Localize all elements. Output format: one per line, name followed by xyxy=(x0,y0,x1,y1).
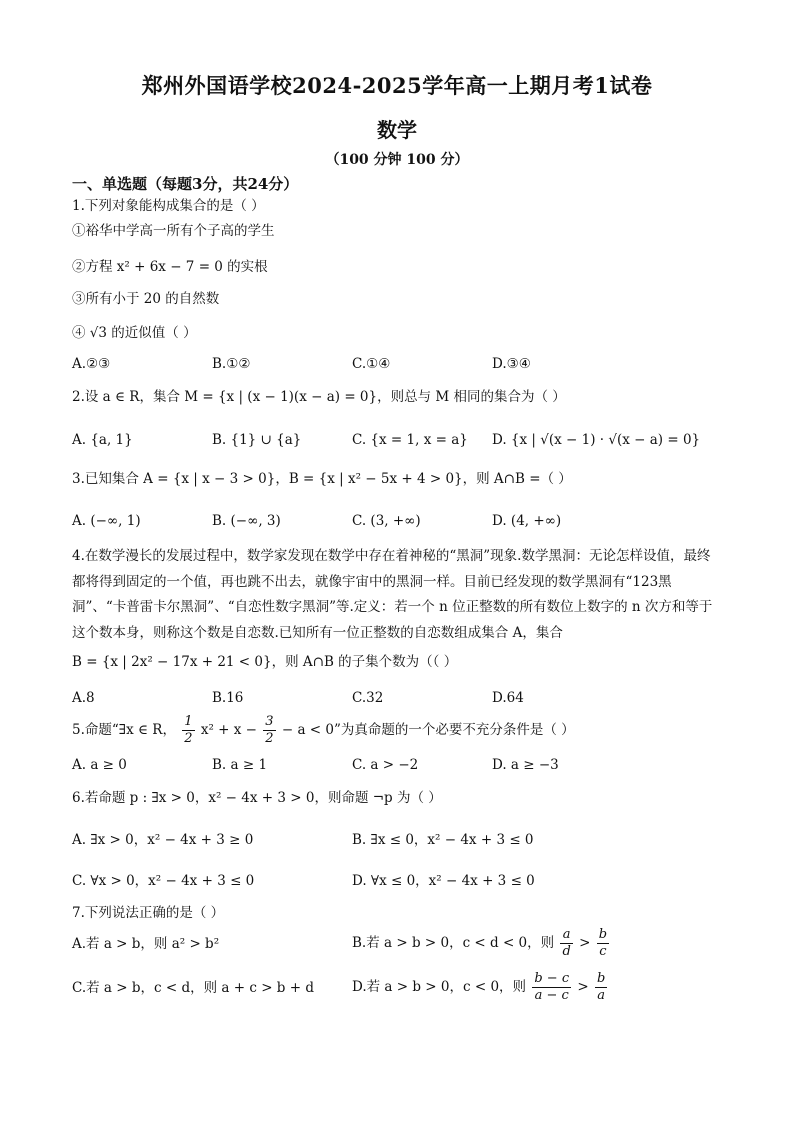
q1-item-1: ①裕华中学高一所有个子高的学生 xyxy=(72,223,275,239)
q4-stem: 4.在数学漫长的发展过程中，数学家发现在数学中存在着神秘的“黑洞”现象.数学黑洞：无论怎样设值，最终都将得到固定的一个值，再也跳不出去，就像宇宙中的黑洞一样。目前已经发现的数学黑洞有“123黑洞”、“卡普雷卡尔黑洞”、“自恋性数字黑洞”等.定义：若一个 n 位正整数的所有数位上数字的 n 次方和等于这个数本身，则称这个数是自恋数.已知所有一位正整数的自恋数组成集合 A，集合 xyxy=(72,548,713,641)
q6-option-a: A. ∃x > 0，x² − 4x + 3 ≥ 0 xyxy=(72,832,254,848)
q7-option-d: D.若 a > b > 0，c < 0，则 $\frac{b - c}{a - c}$ > $\frac{b}{a}$ xyxy=(352,971,606,1003)
q3-option-a: A. (−∞, 1) xyxy=(72,513,141,529)
q2-option-d: D. {x | √(x − 1) · √(x − a) = 0} xyxy=(492,432,701,448)
exam-time-score: （100 分钟 100 分） xyxy=(325,152,469,168)
q5-stem-mid: x² + x − xyxy=(200,722,257,738)
q4-stem-set-b: B = {x | 2x² − 17x + 21 < 0}，则 A∩B 的子集个数为（（ ） xyxy=(72,654,458,670)
q5-stem-post: − a < 0”为真命题的一个必要不充分条件是（ ） xyxy=(281,722,575,738)
q7-option-c: C.若 a > b，c < d，则 a + c > b + d xyxy=(72,980,314,996)
q5-option-d: D. a ≥ −3 xyxy=(492,757,559,773)
q4-option-c: C.32 xyxy=(352,690,384,706)
q1-option-b: B.①② xyxy=(212,356,251,372)
q1-stem: 1.下列对象能构成集合的是（ ） xyxy=(72,198,265,214)
q1-option-a: A.②③ xyxy=(72,356,111,372)
q7-b-fraction-b-over-c: $\frac{b}{c}$ xyxy=(598,927,608,959)
q5-option-c: C. a > −2 xyxy=(352,757,419,773)
q5-fraction-three-halves: $\frac{3}{2}$ xyxy=(265,714,274,746)
q2-option-b: B. {1} ∪ {a} xyxy=(212,432,302,448)
q6-option-d: D. ∀x ≤ 0，x² − 4x + 3 ≤ 0 xyxy=(352,873,535,889)
q3-stem: 3.已知集合 A = {x | x − 3 > 0}，B = {x | x² − 5x + 4 > 0}，则 A∩B =（ ） xyxy=(72,471,572,487)
q5-option-a: A. a ≥ 0 xyxy=(72,757,127,773)
q2-stem: 2.设 a ∈ R，集合 M = {x | (x − 1)(x − a) = 0}，则总与 M 相同的集合为（ ） xyxy=(72,389,566,405)
q2-option-a: A. {a, 1} xyxy=(72,432,133,448)
exam-title: 郑州外国语学校2024-2025学年高一上期月考1试卷 xyxy=(141,73,653,98)
q2-option-c: C. {x = 1, x = a} xyxy=(352,432,468,448)
q5-fraction-half: $\frac{1}{2}$ xyxy=(184,714,193,746)
q7-d-fraction-bc-over-ac: $\frac{b - c}{a - c}$ xyxy=(534,971,570,1003)
q4-option-b: B.16 xyxy=(212,690,244,706)
q3-option-c: C. (3, +∞) xyxy=(352,513,421,529)
q5-option-b: B. a ≥ 1 xyxy=(212,757,268,773)
q1-option-c: C.①④ xyxy=(352,356,391,372)
q6-option-b: B. ∃x ≤ 0，x² − 4x + 3 ≤ 0 xyxy=(352,832,534,848)
q3-option-b: B. (−∞, 3) xyxy=(212,513,281,529)
q5-stem-pre: 5.命题“∃x ∈ R， xyxy=(72,722,176,738)
q4-option-a: A.8 xyxy=(72,690,95,706)
q6-stem: 6.若命题 p : ∃x > 0，x² − 4x + 3 > 0，则命题 ¬p 为（ ） xyxy=(72,790,442,806)
q7-stem: 7.下列说法正确的是（ ） xyxy=(72,905,225,921)
q3-option-d: D. (4, +∞) xyxy=(492,513,562,529)
exam-subject: 数学 xyxy=(377,118,417,142)
q7-d-fraction-b-over-a: $\frac{b}{a}$ xyxy=(597,971,606,1003)
q1-item-3: ③所有小于 20 的自然数 xyxy=(72,291,220,307)
q5-stem xyxy=(72,712,575,748)
q4-option-d: D.64 xyxy=(492,690,524,706)
q7-option-a: A.若 a > b，则 a² > b² xyxy=(72,936,220,952)
q7-b-fraction-a-over-d: $\frac{a}{d}$ xyxy=(562,927,571,959)
q1-item-4: ④ √3 的近似值（ ） xyxy=(72,325,197,341)
q1-item-2: ②方程 x² + 6x − 7 = 0 的实根 xyxy=(72,259,268,275)
q6-option-c: C. ∀x > 0，x² − 4x + 3 ≤ 0 xyxy=(72,873,255,889)
q1-option-d: D.③④ xyxy=(492,356,531,372)
section-heading: 一、单选题（每题3分，共24分） xyxy=(72,175,299,193)
q7-option-b: B.若 a > b > 0，c < d < 0，则 $\frac{a}{d}$ > $\frac{b}{c}$ xyxy=(352,927,608,959)
